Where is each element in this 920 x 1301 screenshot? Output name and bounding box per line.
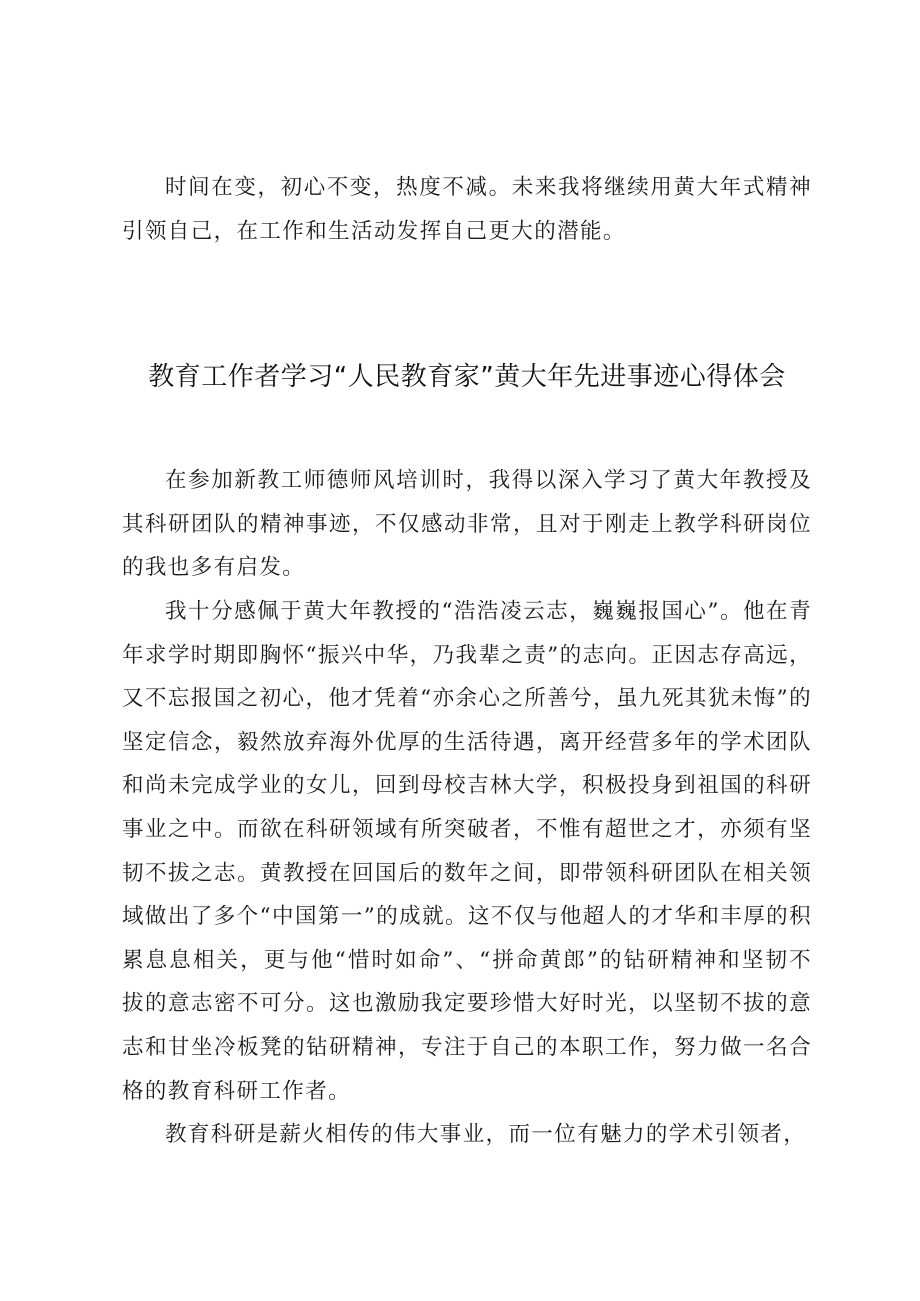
document-content xyxy=(122,166,812,1157)
body-paragraph-1: 在参加新教工师德师风培训时，我得以深入学习了黄大年教授及其科研团队的精神事迹，不仅感动非常，且对于刚走上教学科研岗位的我也多有启发。 xyxy=(122,468,812,581)
intro-paragraph: 时间在变，初心不变，热度不减。未来我将继续用黄大年式精神引领自己，在工作和生活动发挥自己更大的潜能。 xyxy=(122,175,812,244)
article-body xyxy=(122,459,812,1157)
body-paragraph-3: 教育科研是薪火相传的伟大事业，而一位有魅力的学术引领者， xyxy=(165,1122,807,1148)
body-paragraph-2: 我十分感佩于黄大年教授的“浩浩凌云志，巍巍报国心”。他在青年求学时期即胸怀“振兴中华，乃我辈之责”的志向。正因志存高远，又不忘报国之初心，他才凭着“亦余心之所善兮，虽九死其犹未悔”的坚定信念，毅然放弃海外优厚的生活待遇，离开经营多年的学术团队和尚未完成学业的女儿，回到母校吉林大学，积极投身到祖国的科研事业之中。而欲在科研领域有所突破者，不惟有超世之才，亦须有坚韧不拔之志。黄教授在回国后的数年之间，即带领科研团队在相关领域做出了多个“中国第一”的成就。这不仅与他超人的才华和丰厚的积累息息相关，更与他“惜时如命”、“拼命黄郎”的钻研精神和坚韧不拔的意志密不可分。这也激励我定要珍惜大好时光，以坚韧不拔的意志和甘坐冷板凳的钻研精神，专注于自己的本职工作，努力做一名合格的教育科研工作者。 xyxy=(122,598,812,1104)
article-title: 教育工作者学习“人民教育家”黄大年先进事迹心得体会 xyxy=(148,362,786,393)
